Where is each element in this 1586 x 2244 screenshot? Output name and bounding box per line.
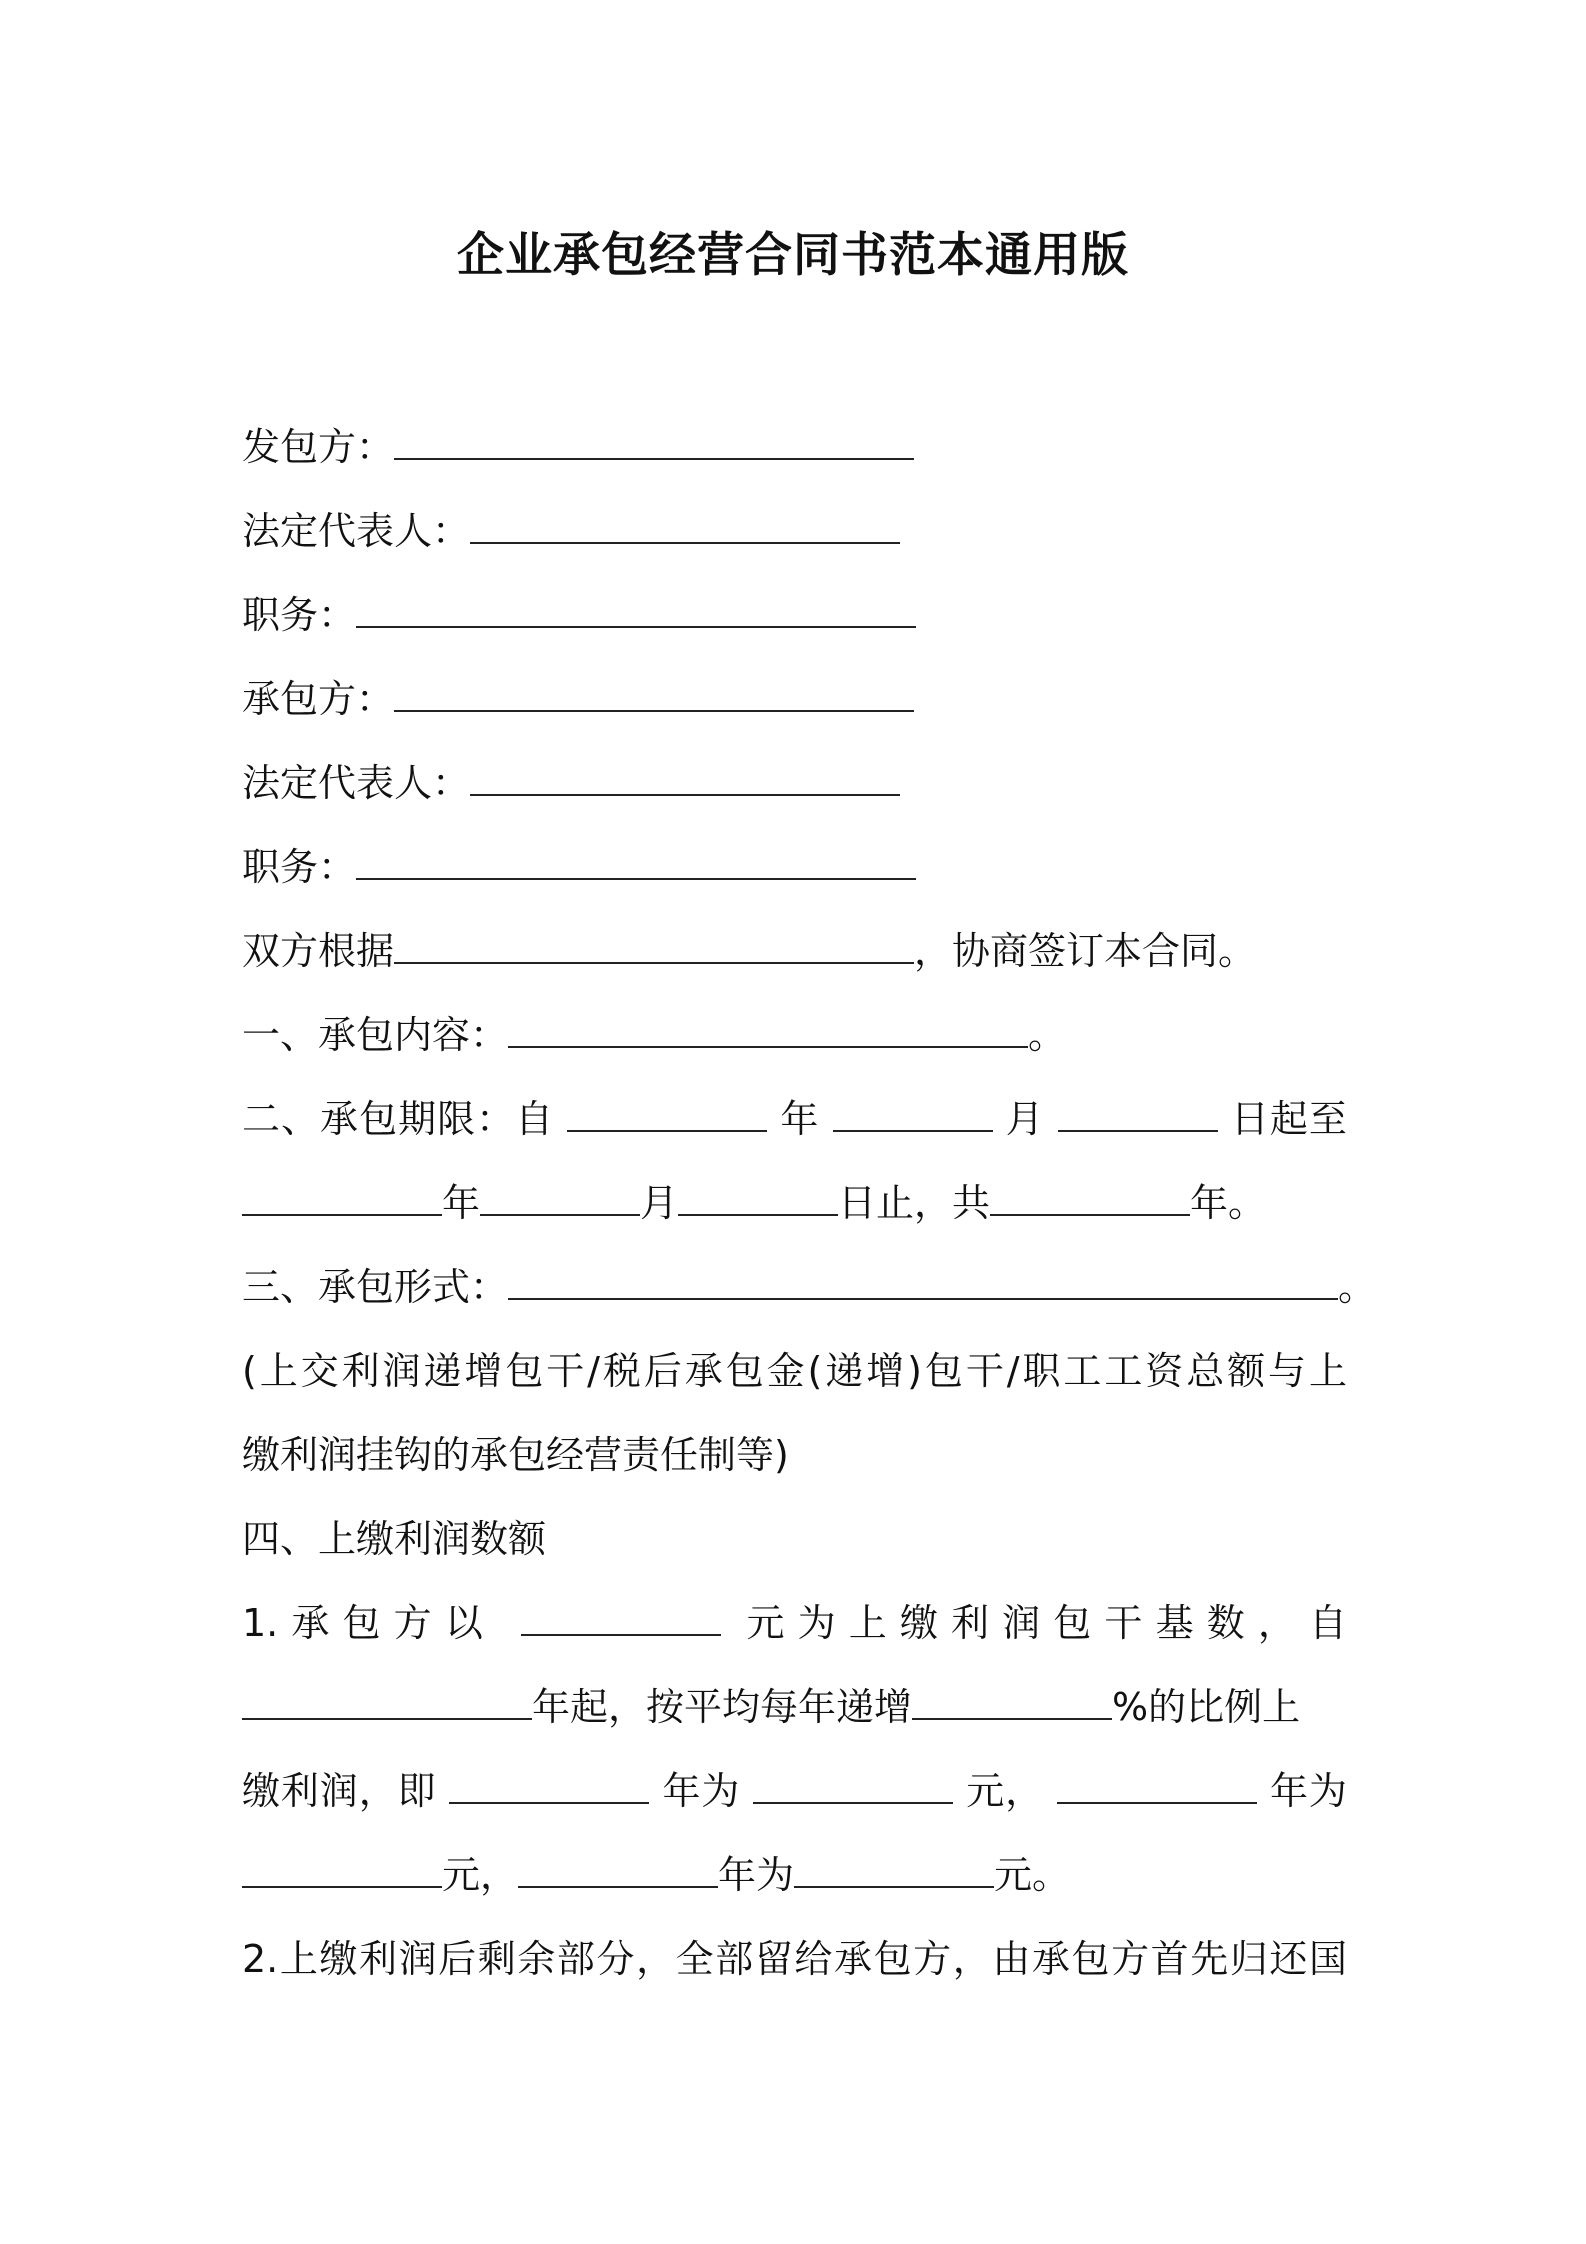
- section4-yuan-c-blank[interactable]: [794, 1858, 994, 1888]
- section4-item1-year-start: 年起，按平均每年递增: [532, 1685, 913, 1729]
- section2-start-month-blank[interactable]: [833, 1102, 993, 1132]
- issuer-label: 发包方：: [242, 425, 395, 469]
- section2-end-month-blank[interactable]: [480, 1186, 640, 1216]
- section3-label: 三、承包形式：: [242, 1265, 509, 1309]
- section2-end-year-blank[interactable]: [242, 1186, 442, 1216]
- preamble-basis-blank[interactable]: [394, 934, 914, 964]
- contractor-blank[interactable]: [394, 682, 914, 712]
- section2-total-years-blank[interactable]: [990, 1186, 1190, 1216]
- section4-item1-prefix: 1.承包方以: [242, 1601, 496, 1645]
- issuer-line: [242, 405, 1347, 489]
- document-body: [242, 405, 1377, 2001]
- section4-ratio-blank[interactable]: [912, 1690, 1112, 1720]
- section4-start-year-blank[interactable]: [242, 1690, 532, 1720]
- section4-item1-base: 元为上缴利润包干基数，自: [746, 1601, 1347, 1645]
- issuer-rep-line: [242, 489, 1347, 573]
- section2-end-day-blank[interactable]: [678, 1186, 838, 1216]
- section4-item2-line: 2.上缴利润后剩余部分，全部留给承包方，由承包方首先归还国: [242, 1937, 1347, 1981]
- section2-day-start: 日起至: [1230, 1097, 1347, 1141]
- section4-item1-line1: [242, 1581, 1347, 1665]
- section4-yuan-a-blank[interactable]: [753, 1774, 953, 1804]
- document-title: 企业承包经营合同书范本通用版: [457, 228, 1129, 283]
- section2-year-total: 年。: [1190, 1181, 1267, 1225]
- preamble-suffix: ，协商签订本合同。: [914, 929, 1257, 973]
- section2-line2: [242, 1161, 1347, 1245]
- section4-item1-year-c: 年为: [718, 1853, 795, 1897]
- issuer-title-line: [242, 573, 1347, 657]
- section4-yuan-b-blank[interactable]: [242, 1858, 442, 1888]
- contractor-line: [242, 657, 1347, 741]
- section2-year: 年: [780, 1097, 820, 1141]
- section4-base-amount-blank[interactable]: [521, 1606, 721, 1636]
- section3-note-line1: (上交利润递增包干/税后承包金(递增)包干/职工工资总额与上: [242, 1349, 1347, 1393]
- issuer-rep-blank[interactable]: [470, 514, 900, 544]
- section1-label: 一、承包内容：: [242, 1013, 509, 1057]
- section4-item1-year-b: 年为: [1270, 1769, 1347, 1813]
- contractor-title-label: 职务：: [242, 845, 357, 889]
- contractor-title-line: [242, 825, 1347, 909]
- section4-item1-line3: [242, 1749, 1347, 1833]
- section2-year2: 年: [442, 1181, 481, 1225]
- section2-label: 二、承包期限：自: [242, 1097, 555, 1141]
- section3-line: [242, 1245, 1377, 1329]
- issuer-rep-label: 法定代表人：: [242, 509, 471, 553]
- section1-line: [242, 993, 1347, 1077]
- contractor-rep-label: 法定代表人：: [242, 761, 471, 805]
- section2-start-year-blank[interactable]: [567, 1102, 767, 1132]
- issuer-title-blank[interactable]: [356, 598, 916, 628]
- section4-item1-line2: [242, 1665, 1347, 1749]
- contractor-label: 承包方：: [242, 677, 395, 721]
- issuer-title-label: 职务：: [242, 593, 357, 637]
- contractor-title-blank[interactable]: [356, 850, 916, 880]
- section4-item1-yuan-c: 元。: [994, 1853, 1071, 1897]
- section2-month2: 月: [640, 1181, 679, 1225]
- section2-start-day-blank[interactable]: [1058, 1102, 1218, 1132]
- section4-year-b-blank[interactable]: [1057, 1774, 1257, 1804]
- section4-item1-line4: [242, 1833, 1347, 1917]
- section4-item1-year-a: 年为: [662, 1769, 741, 1813]
- section4-year-a-blank[interactable]: [449, 1774, 649, 1804]
- section2-line1: [242, 1077, 1347, 1161]
- section4-item1-yuan-b: 元，: [442, 1853, 519, 1897]
- section4-item1-yuan-a: 元，: [966, 1769, 1045, 1813]
- preamble-prefix: 双方根据: [242, 929, 395, 973]
- section1-end: 。: [1028, 1013, 1067, 1057]
- section4-year-c-blank[interactable]: [518, 1858, 718, 1888]
- issuer-blank[interactable]: [394, 430, 914, 460]
- section2-month: 月: [1005, 1097, 1045, 1141]
- section2-day-end: 日止，共: [838, 1181, 991, 1225]
- section4-heading: 四、上缴利润数额: [242, 1517, 547, 1561]
- section3-note-line2: 缴利润挂钩的承包经营责任制等): [242, 1433, 789, 1477]
- contractor-rep-blank[interactable]: [470, 766, 900, 796]
- section3-form-blank[interactable]: [508, 1270, 1338, 1300]
- preamble-line: [242, 909, 1347, 993]
- section4-item1-ratio: %的比例上: [1112, 1685, 1301, 1729]
- section3-end: 。: [1338, 1265, 1377, 1309]
- section4-item1-pay: 缴利润，即: [242, 1769, 437, 1813]
- contractor-rep-line: [242, 741, 1347, 825]
- section1-content-blank[interactable]: [508, 1018, 1028, 1048]
